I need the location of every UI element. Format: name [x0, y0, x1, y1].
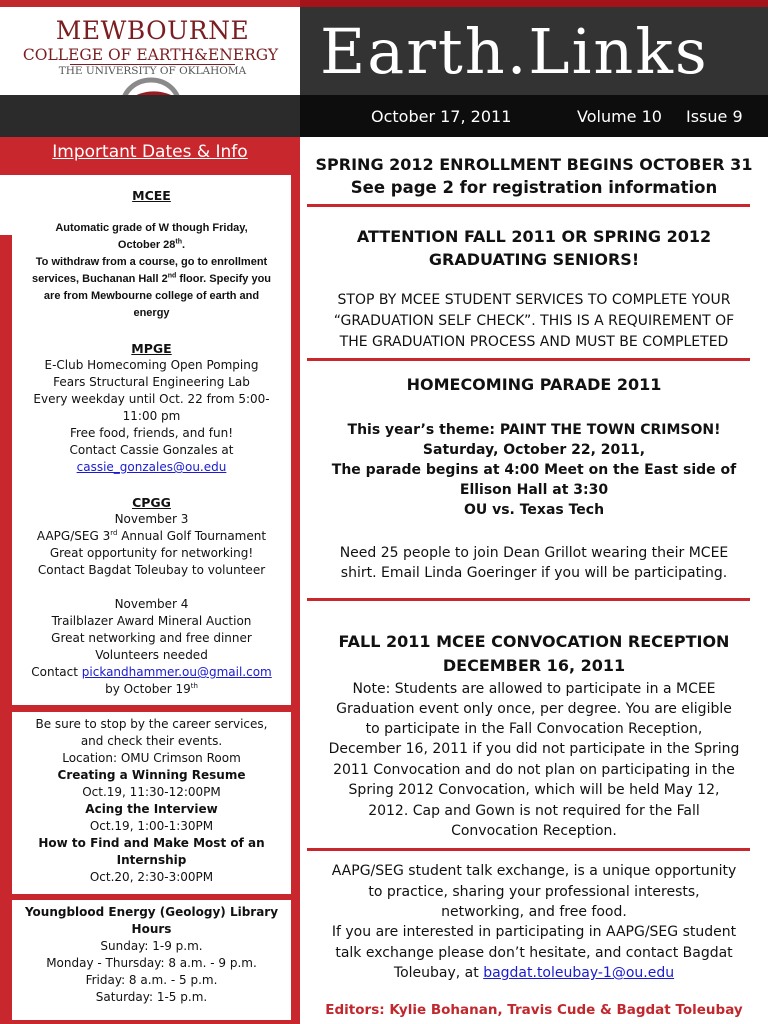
career-event-title: Internship [116, 853, 187, 867]
library-hours: Saturday: 1-5 p.m. [95, 990, 208, 1004]
cpgg-line: Great opportunity for networking! [49, 546, 254, 560]
parade-call: shirt. Email Linda Goeringer if you will be participating. [340, 565, 728, 581]
parade-call: Need 25 people to join Dean Grillot wearing their MCEE [339, 545, 729, 561]
career-event-title: Acing the Interview [85, 802, 218, 816]
attention-headline: GRADUATING SENIORS! [428, 250, 640, 269]
talk-email-link[interactable]: bagdat.toleubay-1@ou.edu [483, 965, 675, 981]
library-hours: Monday - Thursday: 8 a.m. - 9 p.m. [46, 956, 257, 970]
talk-exchange-contact: Toleubay, at bagdat.toleubay-1@ou.edu [393, 965, 675, 981]
issue-number: Issue 9 [686, 107, 743, 126]
convocation-note: Convocation Reception. [451, 823, 617, 839]
mpge-line: Every weekday until Oct. 22 from 5:00- [33, 392, 270, 406]
mpge-email-link[interactable]: cassie_gonzales@ou.edu [76, 460, 227, 474]
cpgg-line: Great networking and free dinner [51, 631, 252, 645]
mcee-line: To withdraw from a course, go to enrollment [35, 256, 268, 268]
enrollment-subheadline: See page 2 for registration information [350, 178, 718, 197]
attention-body: STOP BY MCEE STUDENT SERVICES TO COMPLETE YOUR [337, 292, 731, 308]
convocation-note: 2011 Convocation and do not plan on participating in the [333, 762, 735, 778]
convocation-note: Note: Students are allowed to participate in a MCEE [352, 681, 716, 697]
mcee-line: services, Buchanan Hall 2nd floor. Specify you [31, 272, 272, 285]
cpgg-line: Trailblazer Award Mineral Auction [51, 614, 252, 628]
editors-credit: Editors: Kylie Bohanan, Travis Cude & Bagdat Toleubay [325, 1002, 743, 1018]
convocation-note: to participate in the Fall Convocation Reception, [365, 721, 703, 737]
cpgg-contact: Contact pickandhammer.ou@gmail.com [31, 665, 272, 679]
logo-line-university: THE UNIVERSITY OF OKLAHOMA [58, 65, 247, 77]
talk-exchange-text: to practice, sharing your professional interests, [368, 884, 700, 900]
attention-headline: ATTENTION FALL 2011 OR SPRING 2012 [356, 227, 712, 246]
mcee-title: MCEE [132, 188, 171, 203]
parade-theme: This year’s theme: PAINT THE TOWN CRIMSON! [347, 422, 721, 438]
mpge-line: E-Club Homecoming Open Pomping [44, 358, 259, 372]
enrollment-headline: SPRING 2012 ENROLLMENT BEGINS OCTOBER 31 [315, 155, 753, 174]
logo-line-mewbourne: MEWBOURNE [55, 16, 250, 45]
mcee-line: October 28th. [117, 238, 186, 251]
convocation-note: 2012. Cap and Gown is not required for the Fall [368, 803, 700, 819]
mpge-contact [14, 459, 289, 476]
career-event-time: Oct.20, 2:30-3:00PM [89, 870, 214, 884]
cpgg-line: Contact Bagdat Toleubay to volunteer [37, 563, 266, 577]
talk-exchange-text: If you are interested in participating in AAPG/SEG student [331, 924, 737, 940]
parade-game: OU vs. Texas Tech [463, 502, 605, 518]
convocation-date: DECEMBER 16, 2011 [442, 656, 626, 675]
cpgg-line: November 3 [114, 512, 189, 526]
library-title: Youngblood Energy (Geology) Library [24, 905, 279, 919]
parade-headline: HOMECOMING PARADE 2011 [406, 375, 662, 394]
career-event-time: Oct.19, 1:00-1:30PM [89, 819, 214, 833]
section-divider [307, 848, 750, 851]
issue-volume: Volume 10 [577, 107, 662, 126]
mcee-line: energy [133, 307, 170, 319]
parade-date: Saturday, October 22, 2011, [422, 442, 646, 458]
career-line: Be sure to stop by the career services, [35, 717, 268, 731]
convocation-headline: FALL 2011 MCEE CONVOCATION RECEPTION [338, 632, 730, 651]
library-title: Hours [131, 922, 172, 936]
talk-exchange-text: networking, and free food. [441, 904, 627, 920]
mpge-line: 11:00 pm [122, 409, 181, 423]
career-event-title: How to Find and Make Most of an [38, 836, 265, 850]
career-event-title: Creating a Winning Resume [57, 768, 246, 782]
section-divider [307, 598, 750, 601]
masthead-title: Earth.Links [320, 15, 709, 88]
logo-line-college: COLLEGE OF EARTH&ENERGY [22, 46, 279, 64]
mpge-line: Free food, friends, and fun! [69, 426, 234, 440]
talk-exchange-text: talk exchange please don’t hesitate, and contact Bagdat [335, 945, 733, 961]
cpgg-line: Volunteers needed [95, 648, 208, 662]
convocation-note: Graduation event only once, per degree. You are eligible [336, 701, 732, 717]
cpgg-line: by October 19th [105, 682, 198, 696]
top-dark-red-strip [300, 0, 768, 7]
attention-body: THE GRADUATION PROCESS AND MUST BE COMPLETED [339, 334, 729, 350]
issue-date: October 17, 2011 [371, 107, 512, 126]
cpgg-email-link[interactable]: pickandhammer.ou@gmail.com [81, 665, 272, 679]
convocation-note: Spring 2012 Convocation, which will be held May 12, [348, 782, 720, 798]
parade-location: Ellison Hall at 3:30 [459, 482, 609, 498]
sidebar-notch [0, 175, 12, 235]
library-hours: Friday: 8 a.m. - 5 p.m. [85, 973, 218, 987]
career-event-time: Oct.19, 11:30-12:00PM [82, 785, 221, 799]
attention-body: “GRADUATION SELF CHECK”. THIS IS A REQUIREMENT OF [333, 313, 735, 329]
mpge-title: MPGE [131, 341, 172, 356]
header-gray-bar [0, 95, 300, 137]
parade-time: The parade begins at 4:00 Meet on the East side of [331, 462, 737, 478]
cpgg-line: AAPG/SEG 3rd Annual Golf Tournament [36, 529, 267, 543]
cpgg-title: CPGG [132, 495, 171, 510]
mpge-line: Contact Cassie Gonzales at [69, 443, 234, 457]
section-divider [307, 204, 750, 207]
career-location: Location: OMU Crimson Room [62, 751, 241, 765]
convocation-note: December 16, 2011 if you did not participate in the Spring [328, 741, 740, 757]
mcee-line: are from Mewbourne college of earth and [43, 290, 260, 302]
cpgg-line: November 4 [114, 597, 189, 611]
library-hours: Sunday: 1-9 p.m. [100, 939, 203, 953]
mcee-line: Automatic grade of W though Friday, [55, 222, 248, 234]
sidebar-heading: Important Dates & Info [52, 142, 248, 162]
talk-exchange-text: AAPG/SEG student talk exchange, is a unique opportunity [331, 863, 737, 879]
mpge-line: Fears Structural Engineering Lab [53, 375, 250, 389]
career-line: and check their events. [80, 734, 223, 748]
section-divider [307, 358, 750, 361]
